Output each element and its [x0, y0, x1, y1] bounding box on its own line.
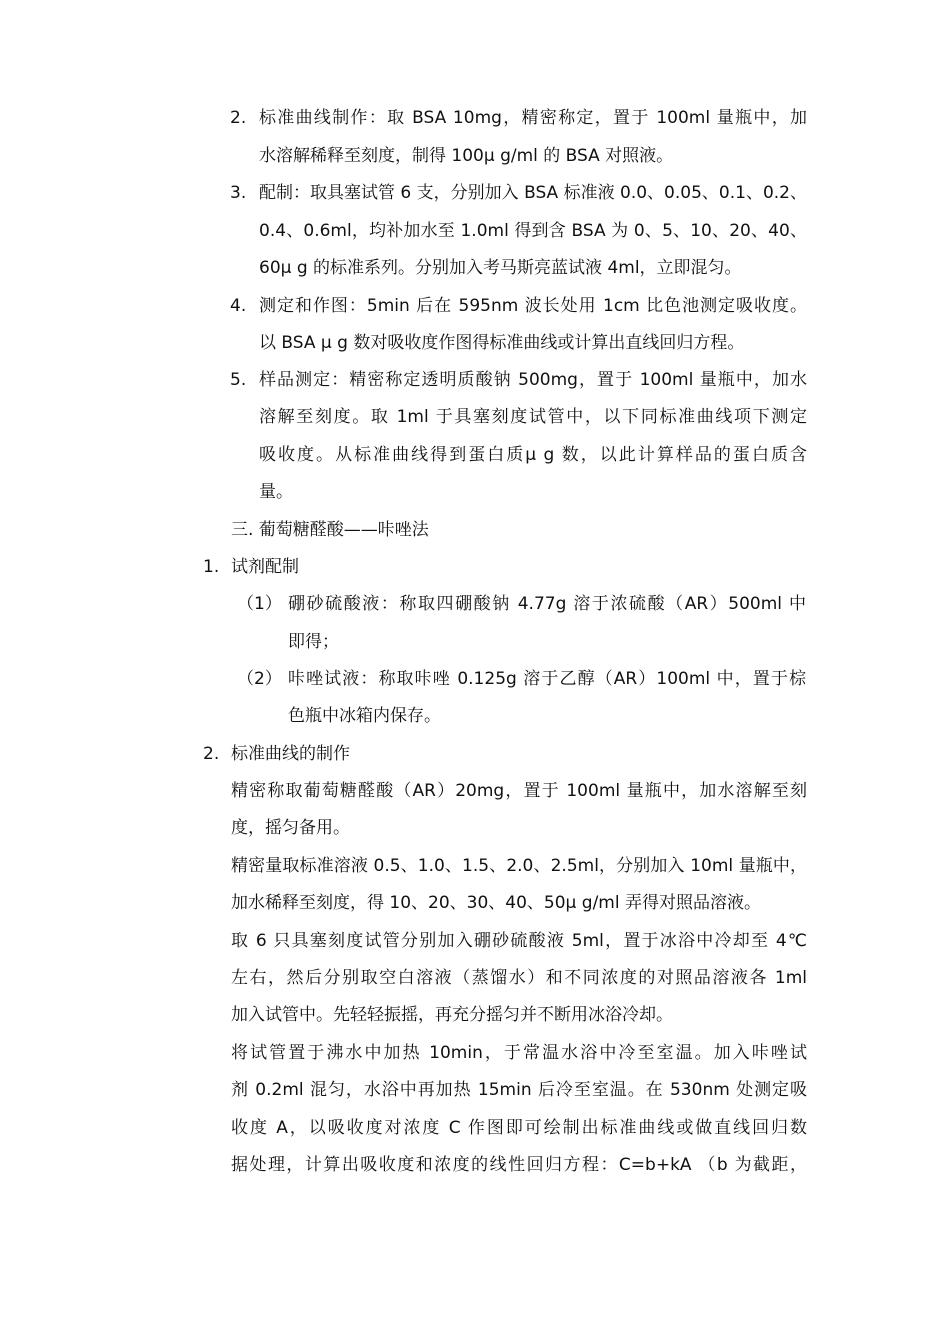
subsection-heading: 试剂配制 [231, 557, 299, 577]
paragraph-line: 配制：取具塞试管 6 支，分别加入 BSA 标准液 0.0、0.05、0.1、0.2、 [259, 183, 807, 203]
paragraph-line: 硼砂硫酸液：称取四硼酸钠 4.77g 溶于浓硫酸（AR）500ml 中 [288, 594, 806, 614]
paragraph-line: 吸收度。从标准曲线得到蛋白质μ g 数，以此计算样品的蛋白质含 [259, 445, 807, 465]
paragraph-line: 左右，然后分别取空白溶液（蒸馏水）和不同浓度的对照品溶液各 1ml [231, 968, 807, 988]
paragraph-line: 量。 [259, 482, 293, 502]
list-number: 5. [230, 370, 247, 390]
list-number: 2. [203, 744, 220, 764]
list-number: 4. [230, 296, 247, 316]
paragraph-line: 测定和作图：5min 后在 595nm 波长处用 1cm 比色池测定吸收度。 [259, 296, 807, 316]
paragraph-line: 色瓶中冰箱内保存。 [288, 706, 441, 726]
paragraph-line: 剂 0.2ml 混匀，水浴中再加热 15min 后冷至室温。在 530nm 处测定吸 [231, 1080, 807, 1100]
list-number: 2. [230, 108, 247, 128]
paragraph-line: 加入试管中。先轻轻振摇，再充分摇匀并不断用冰浴冷却。 [231, 1005, 673, 1025]
paragraph-line: 60μ g 的标准系列。分别加入考马斯亮蓝试液 4ml，立即混匀。 [259, 258, 742, 278]
paragraph-line: 咔唑试液：称取咔唑 0.125g 溶于乙醇（AR）100ml 中，置于棕 [288, 669, 806, 689]
sublist-number: （1） [237, 594, 282, 614]
paragraph-line: 加水稀释至刻度，得 10、20、30、40、50μ g/ml 弄得对照品溶液。 [231, 893, 761, 913]
paragraph-line: 溶解至刻度。取 1ml 于具塞刻度试管中，以下同标准曲线项下测定 [259, 407, 807, 427]
paragraph-line: 即得； [288, 632, 339, 652]
paragraph-line: 收度 A，以吸收度对浓度 C 作图即可绘制出标准曲线或做直线回归数 [231, 1118, 807, 1138]
paragraph-line: 水溶解稀释至刻度，制得 100μ g/ml 的 BSA 对照液。 [259, 146, 674, 166]
paragraph-line: 0.4、0.6ml，均补加水至 1.0ml 得到含 BSA 为 0、5、10、20、40、 [259, 221, 807, 241]
paragraph-line: 精密量取标准溶液 0.5、1.0、1.5、2.0、2.5ml，分别加入 10ml 量瓶中， [231, 856, 807, 876]
paragraph-line: 以 BSA μ g 数对吸收度作图得标准曲线或计算出直线回归方程。 [259, 333, 745, 353]
paragraph-line: 取 6 只具塞刻度试管分别加入硼砂硫酸液 5ml，置于冰浴中冷却至 4℃ [231, 931, 807, 951]
section-heading: 三. 葡萄糖醛酸——咔唑法 [231, 520, 429, 540]
list-number: 3. [230, 183, 247, 203]
paragraph-line: 精密称取葡萄糖醛酸（AR）20mg，置于 100ml 量瓶中，加水溶解至刻 [231, 781, 807, 801]
paragraph-line: 将试管置于沸水中加热 10min，于常温水浴中冷至室温。加入咔唑试 [231, 1043, 807, 1063]
list-number: 1. [203, 557, 220, 577]
paragraph-line: 标准曲线制作：取 BSA 10mg，精密称定，置于 100ml 量瓶中，加 [259, 108, 807, 128]
subsection-heading: 标准曲线的制作 [231, 744, 350, 764]
paragraph-line: 样品测定：精密称定透明质酸钠 500mg，置于 100ml 量瓶中，加水 [259, 370, 807, 390]
paragraph-line: 据处理，计算出吸收度和浓度的线性回归方程：C=b+kA （b 为截距， [231, 1155, 807, 1175]
sublist-number: （2） [237, 669, 282, 689]
paragraph-line: 度，摇匀备用。 [231, 818, 350, 838]
